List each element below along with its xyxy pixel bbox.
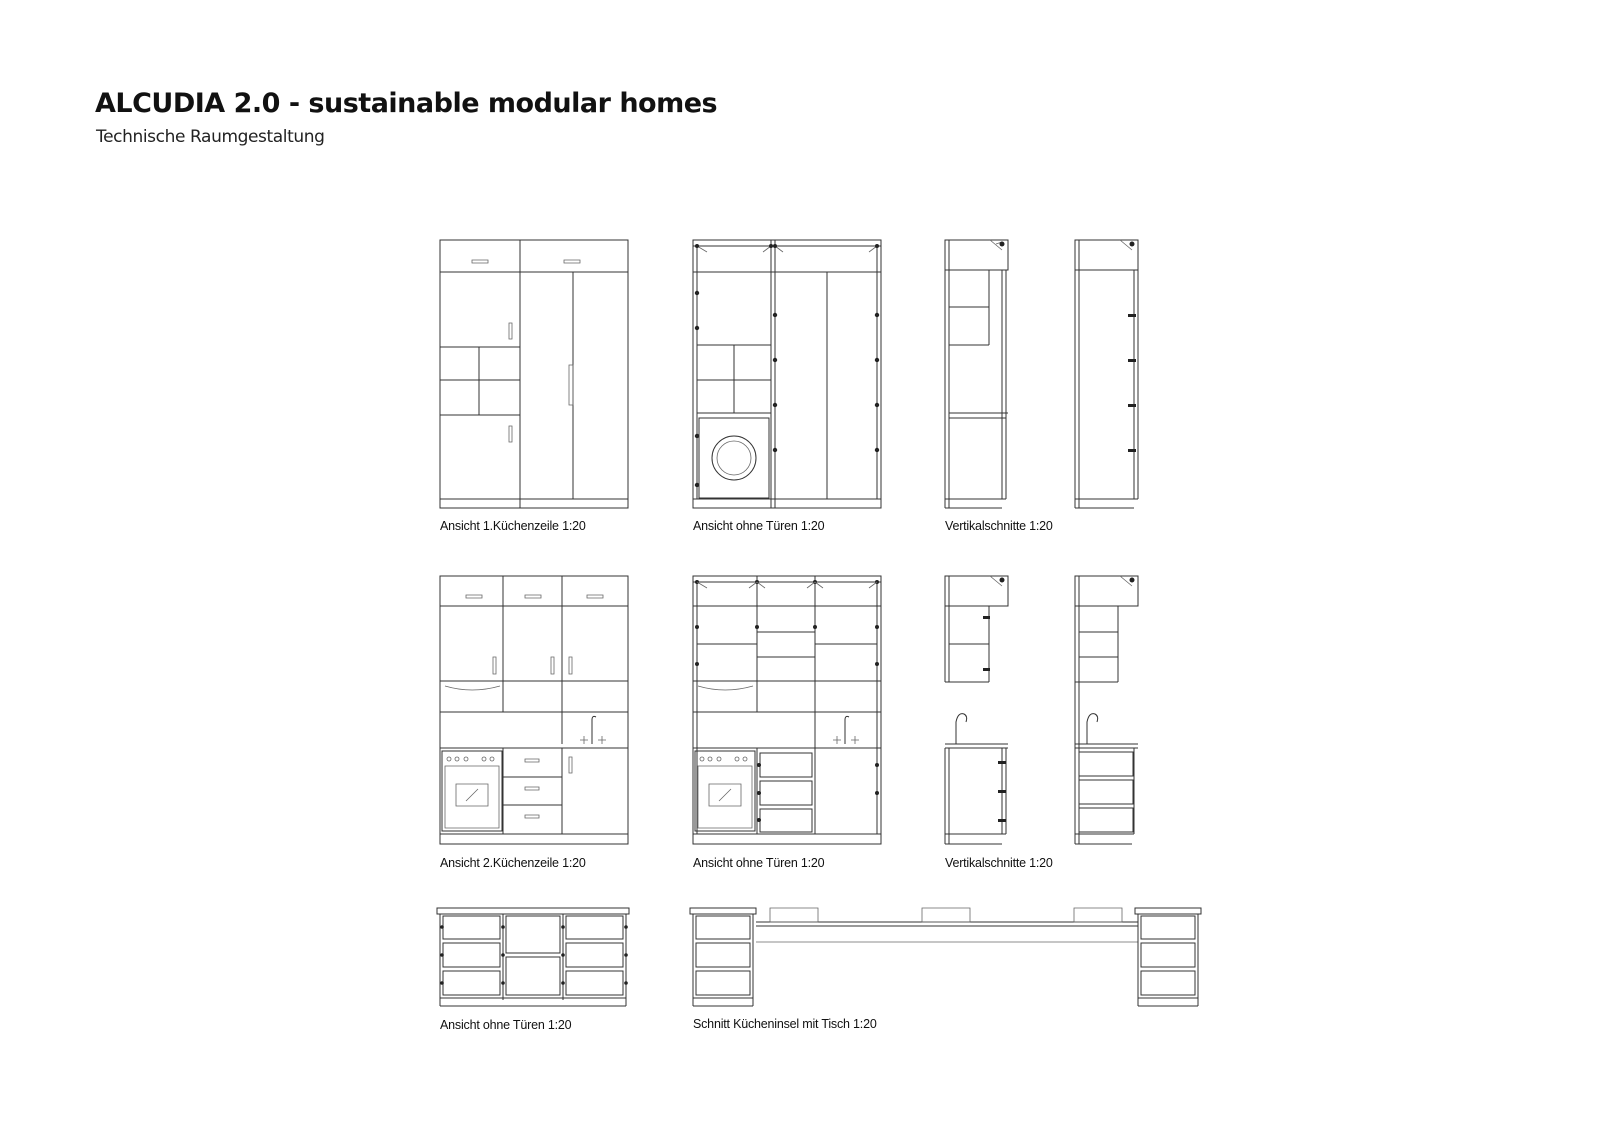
- caption-elevation-kitchen-line-2: Ansicht 2.Küchenzeile 1:20: [440, 856, 586, 870]
- caption-island-without-doors: Ansicht ohne Türen 1:20: [440, 1018, 572, 1032]
- page-title: ALCUDIA 2.0 - sustainable modular homes: [95, 88, 718, 119]
- elevation-kitchen-line-1-without-doors: [693, 240, 881, 508]
- caption-elevation-without-doors-2: Ansicht ohne Türen 1:20: [693, 856, 825, 870]
- vertical-section-2b: [1075, 576, 1138, 844]
- island-elevation-without-doors: [437, 908, 629, 1006]
- caption-vertical-sections-1: Vertikalschnitte 1:20: [945, 519, 1053, 533]
- island-section-with-table: [690, 908, 1201, 1006]
- caption-elevation-kitchen-line-1: Ansicht 1.Küchenzeile 1:20: [440, 519, 586, 533]
- caption-island-section-with-table: Schnitt Kücheninsel mit Tisch 1:20: [693, 1017, 877, 1031]
- elevation-kitchen-line-2: [440, 576, 628, 844]
- vertical-section-2a: [945, 576, 1008, 844]
- page-subtitle: Technische Raumgestaltung: [96, 127, 325, 147]
- caption-vertical-sections-2: Vertikalschnitte 1:20: [945, 856, 1053, 870]
- elevation-kitchen-line-2-without-doors: [693, 576, 881, 844]
- vertical-section-1a: [945, 240, 1008, 508]
- caption-elevation-without-doors-1: Ansicht ohne Türen 1:20: [693, 519, 825, 533]
- vertical-section-1b: [1075, 240, 1138, 508]
- elevation-kitchen-line-1: [440, 240, 628, 508]
